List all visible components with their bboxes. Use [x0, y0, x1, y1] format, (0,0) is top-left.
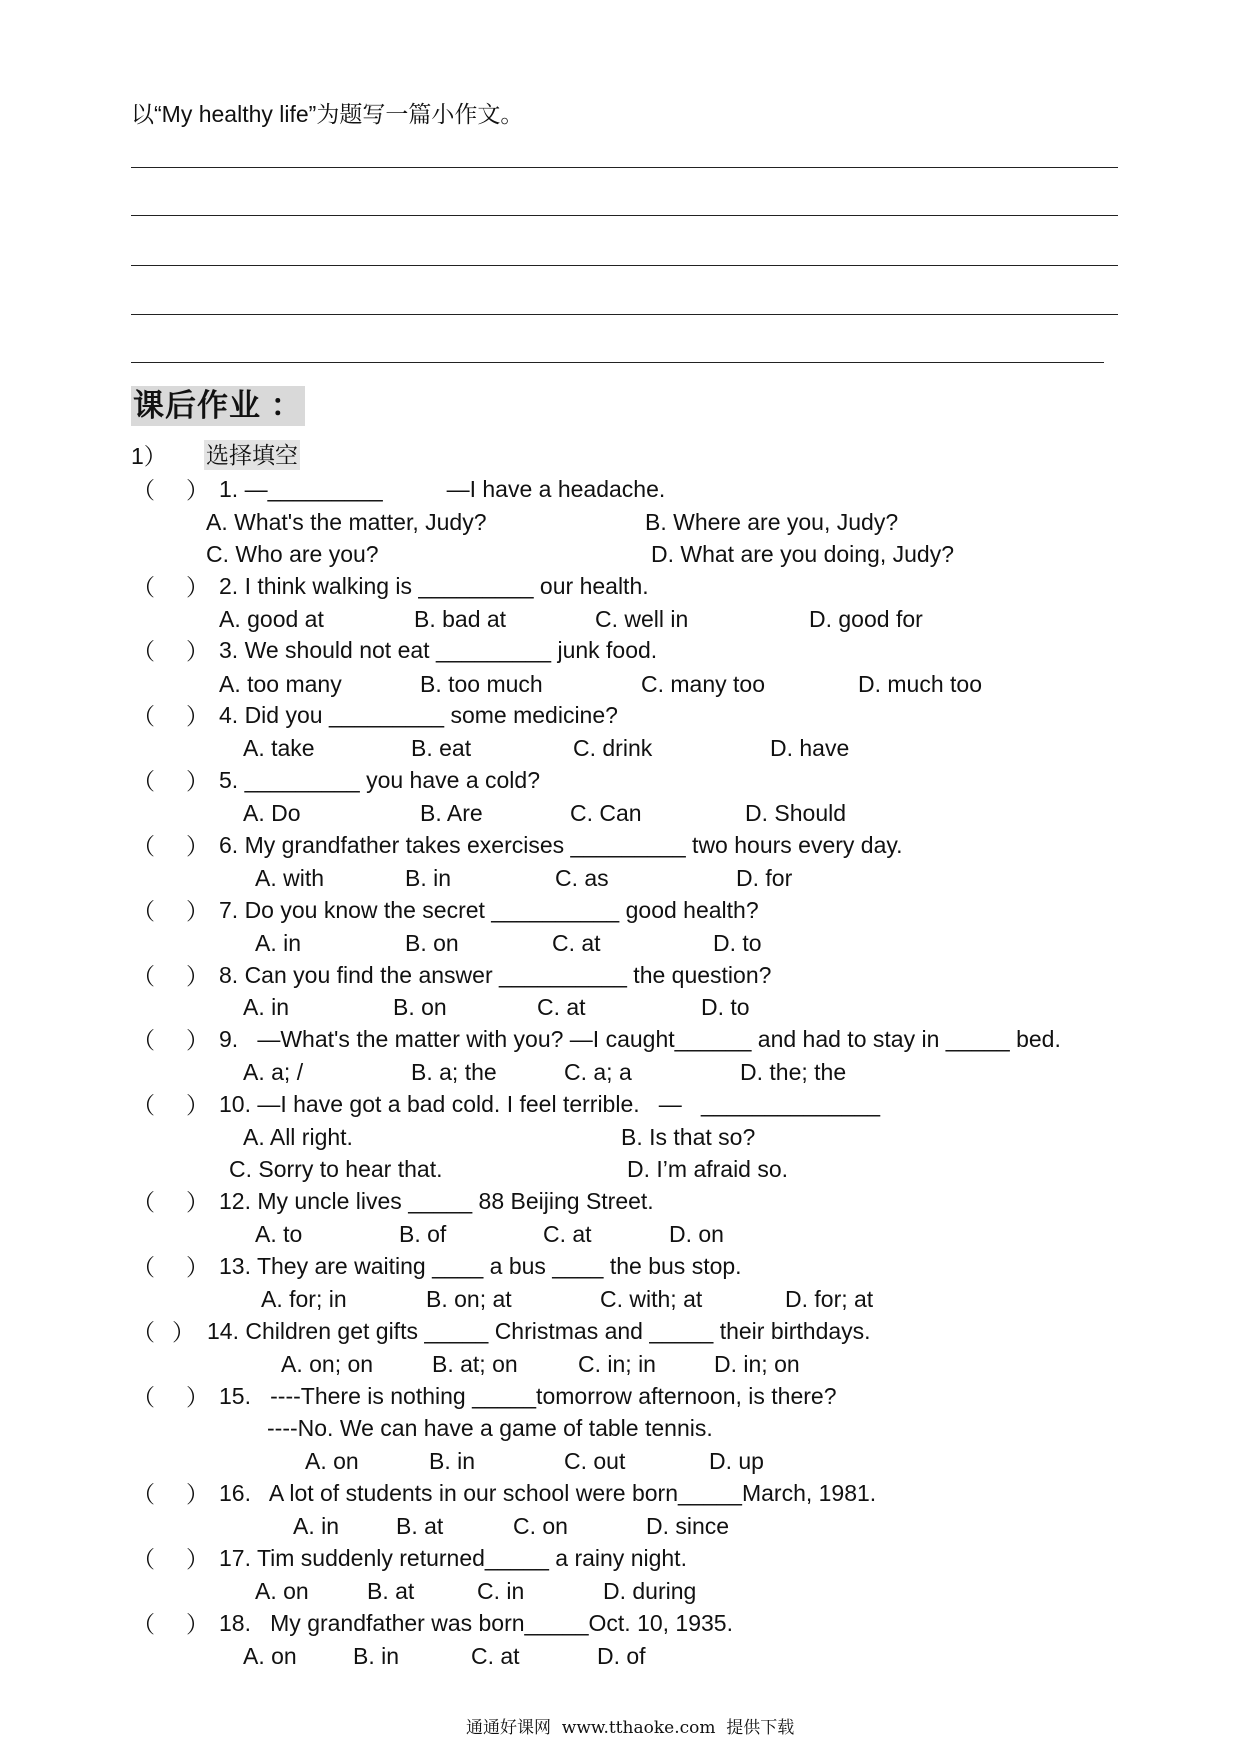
answer-paren-open: （ [132, 768, 155, 794]
answer-paren-close: ） [186, 638, 209, 664]
option-a: A. on [243, 1643, 297, 1669]
option-b: B. of [399, 1221, 447, 1247]
option-d: D. up [709, 1448, 764, 1474]
option-a: A. with [255, 865, 325, 891]
option-c: C. on [513, 1513, 568, 1539]
option-d: D. since [646, 1513, 730, 1539]
option-a: A. Do [243, 800, 301, 826]
writing-prompt: 以“My healthy life”为题写一篇小作文。 [131, 101, 524, 127]
answer-paren-open: （ [132, 1092, 155, 1118]
option-a: A. on [255, 1578, 309, 1604]
option-d: D. of [597, 1643, 646, 1669]
answer-paren-close: ） [186, 833, 209, 859]
question-stem: 3. We should not eat _________ junk food. [219, 637, 658, 663]
answer-paren-close: ） [186, 1189, 209, 1215]
option-d: D. in; on [714, 1351, 800, 1377]
page-footer: 通通好课网 www.tthaoke.com 提供下载 [466, 1718, 795, 1738]
option-b: B. eat [411, 735, 472, 761]
question-stem: 18. My grandfather was born_____Oct. 10, 1935. [219, 1610, 733, 1636]
answer-paren-close: ） [186, 1481, 209, 1507]
option-d: D. I’m afraid so. [627, 1156, 789, 1182]
question-stem: 2. I think walking is _________ our health. [219, 573, 649, 599]
option-c: C. drink [573, 735, 653, 761]
question-stem: 15. ----There is nothing _____tomorrow afternoon, is there? [219, 1383, 837, 1409]
option-b: B. in [405, 865, 452, 891]
answer-paren-close: ） [186, 477, 209, 503]
answer-paren-close: ） [186, 1546, 209, 1572]
option-c: C. at [471, 1643, 520, 1669]
option-d: D. during [603, 1578, 697, 1604]
option-d: D. What are you doing, Judy? [651, 541, 954, 567]
answer-paren-open: （ [132, 833, 155, 859]
question-stem: 17. Tim suddenly returned_____ a rainy night. [219, 1545, 687, 1571]
answer-paren-open: （ [132, 898, 155, 924]
question-stem: 5. _________ you have a cold? [219, 767, 540, 793]
answer-paren-open: （ [132, 703, 155, 729]
question-stem: 13. They are waiting ____ a bus ____ the bus stop. [219, 1253, 742, 1279]
question-stem-line2: ----No. We can have a game of table tennis. [267, 1415, 713, 1441]
option-a: A. All right. [243, 1124, 353, 1150]
option-d: D. good for [809, 606, 923, 632]
answer-paren-open: （ [132, 477, 155, 503]
option-c: C. at [543, 1221, 592, 1247]
option-c: C. out [564, 1448, 626, 1474]
option-c: C. at [552, 930, 601, 956]
answer-paren-open: （ [132, 638, 155, 664]
question-stem: 4. Did you _________ some medicine? [219, 702, 618, 728]
section-number: 1） [131, 443, 167, 469]
question-stem: 14. Children get gifts _____ Christmas and _____ their birthdays. [207, 1318, 871, 1344]
writing-line[interactable] [131, 167, 1118, 168]
option-a: A. in [243, 994, 290, 1020]
option-d: D. for; at [785, 1286, 874, 1312]
option-a: A. What's the matter, Judy? [206, 509, 487, 535]
question-stem: 9. —What's the matter with you? —I caught______ and had to stay in _____ bed. [219, 1026, 1061, 1052]
answer-paren-close: ） [186, 1384, 209, 1410]
option-a: A. on; on [281, 1351, 374, 1377]
option-b: B. Are [420, 800, 483, 826]
option-a: A. a; / [243, 1059, 304, 1085]
writing-line[interactable] [131, 265, 1118, 266]
answer-paren-close: ） [186, 1254, 209, 1280]
option-b: B. bad at [414, 606, 507, 632]
answer-paren-open: （ [132, 1027, 155, 1053]
answer-paren-close: ） [186, 768, 209, 794]
answer-paren-open: （ [132, 1481, 155, 1507]
question-stem: 12. My uncle lives _____ 88 Beijing Street. [219, 1188, 654, 1214]
answer-paren-close: ） [186, 963, 209, 989]
question-stem: 10. —I have got a bad cold. I feel terrible. — ______________ [219, 1091, 881, 1117]
option-b: B. a; the [411, 1059, 497, 1085]
answer-paren-open: （ [132, 1384, 155, 1410]
answer-paren-close: ） [186, 1027, 209, 1053]
question-stem: 8. Can you find the answer __________ the question? [219, 962, 772, 988]
option-a: A. on [305, 1448, 359, 1474]
option-b: B. too much [420, 671, 543, 697]
option-d: D. the; the [740, 1059, 847, 1085]
option-a: A. too many [219, 671, 342, 697]
option-b: B. Where are you, Judy? [645, 509, 899, 535]
question-stem: 6. My grandfather takes exercises _________ two hours every day. [219, 832, 903, 858]
option-a: A. take [243, 735, 315, 761]
option-c: C. many too [641, 671, 765, 697]
answer-paren-close: ） [186, 1611, 209, 1637]
option-d: D. on [669, 1221, 724, 1247]
option-d: D. to [713, 930, 762, 956]
option-c: C. Can [570, 800, 642, 826]
answer-paren-close: ） [186, 703, 209, 729]
option-b: B. on [393, 994, 447, 1020]
option-d: D. much too [858, 671, 982, 697]
answer-paren-open: （ [132, 963, 155, 989]
answer-paren-close: ） [186, 898, 209, 924]
option-c: C. in; in [578, 1351, 656, 1377]
option-c: C. Who are you? [206, 541, 379, 567]
answer-paren-open: （ [132, 1611, 155, 1637]
question-stem: 7. Do you know the secret __________ good health? [219, 897, 759, 923]
homework-heading: 课后作业 ： [131, 386, 305, 426]
question-stem: 1. —_________ —I have a headache. [219, 476, 666, 502]
answer-paren-open: （ [132, 1546, 155, 1572]
option-b: B. at [396, 1513, 444, 1539]
answer-paren-open: （ [132, 574, 155, 600]
option-a: A. in [293, 1513, 340, 1539]
option-a: A. to [255, 1221, 303, 1247]
option-c: C. at [537, 994, 586, 1020]
section-title: 选择填空 [206, 442, 298, 468]
option-a: A. for; in [261, 1286, 347, 1312]
option-d: D. Should [745, 800, 847, 826]
option-b: B. Is that so? [621, 1124, 756, 1150]
option-d: D. have [770, 735, 850, 761]
option-d: D. for [736, 865, 793, 891]
option-c: C. a; a [564, 1059, 632, 1085]
answer-paren-close: ） [186, 574, 209, 600]
question-stem: 16. A lot of students in our school were born_____March, 1981. [219, 1480, 877, 1506]
answer-paren-open: （ [132, 1254, 155, 1280]
option-c: C. well in [595, 606, 689, 632]
option-b: B. on [405, 930, 459, 956]
option-a: A. in [255, 930, 302, 956]
option-c: C. with; at [600, 1286, 703, 1312]
answer-paren-close: ） [172, 1319, 195, 1345]
option-b: B. on; at [426, 1286, 512, 1312]
writing-line[interactable] [131, 215, 1118, 216]
option-d: D. to [701, 994, 750, 1020]
option-b: B. in [353, 1643, 400, 1669]
option-a: A. good at [219, 606, 324, 632]
option-c: C. as [555, 865, 609, 891]
option-c: C. Sorry to hear that. [229, 1156, 443, 1182]
option-c: C. in [477, 1578, 525, 1604]
option-b: B. at; on [432, 1351, 518, 1377]
answer-paren-open: （ [132, 1189, 155, 1215]
answer-paren-open: （ [132, 1319, 155, 1345]
writing-line[interactable] [131, 362, 1104, 363]
option-b: B. at [367, 1578, 415, 1604]
answer-paren-close: ） [186, 1092, 209, 1118]
writing-line[interactable] [131, 314, 1118, 315]
option-b: B. in [429, 1448, 476, 1474]
